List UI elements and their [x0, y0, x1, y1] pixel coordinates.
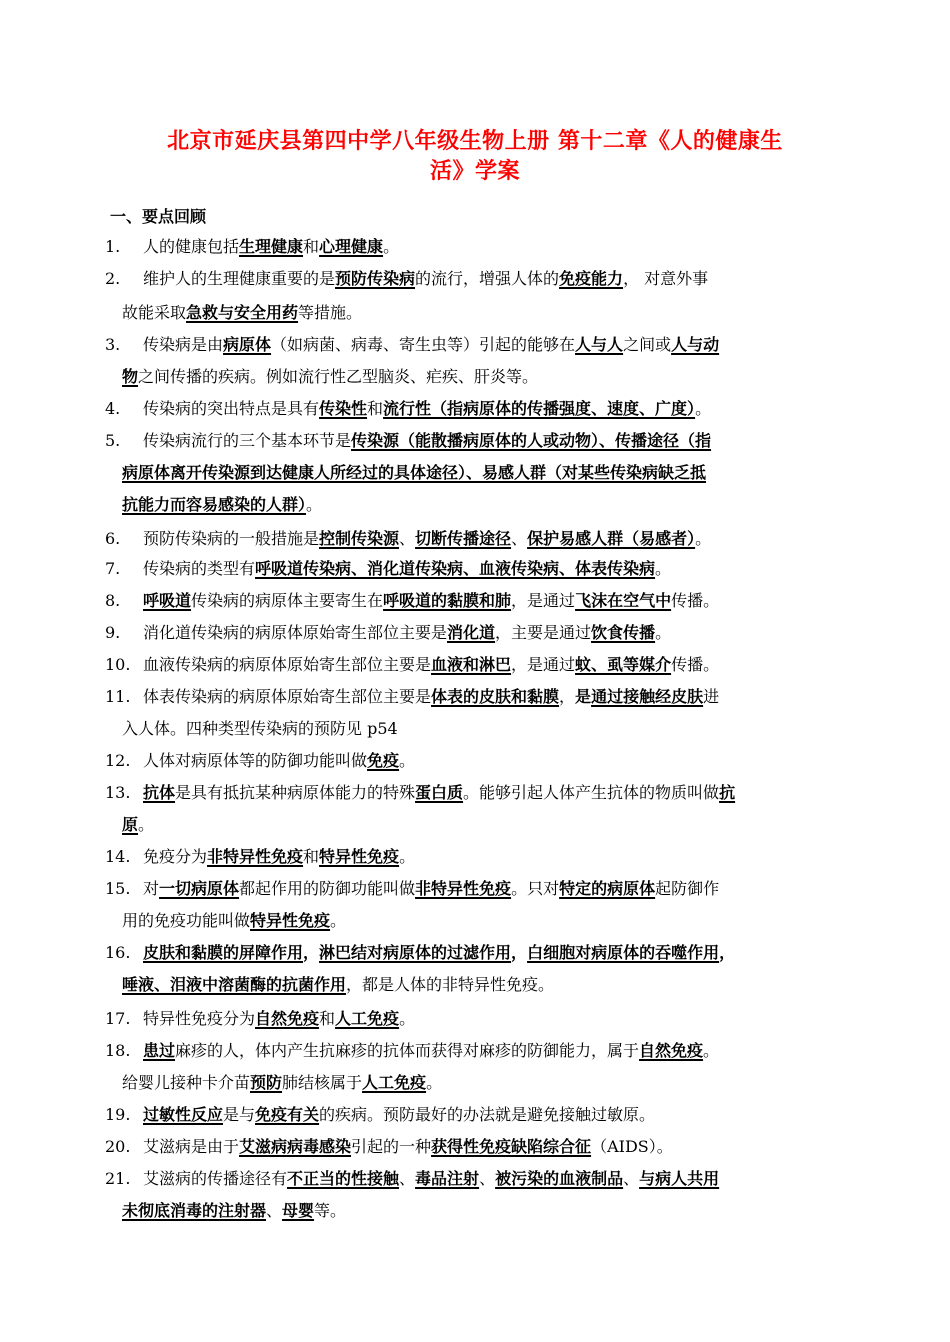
- text-segment: 和: [319, 1009, 336, 1028]
- item-text: [143, 1104, 655, 1126]
- text-segment: 艾滋病的传播途径有: [143, 1169, 288, 1188]
- text-segment: 肺结核属于: [282, 1073, 363, 1092]
- text-segment: ，是通过: [511, 655, 576, 674]
- item-number: 1.: [105, 237, 121, 256]
- item-number: 12.: [105, 751, 131, 770]
- underlined-keyword: 传染源（能散播病原体的人或动物）、传播途径（指: [351, 431, 712, 450]
- text-segment: 都起作用的防御功能叫做: [239, 879, 416, 898]
- text-segment: 传播。: [671, 591, 720, 610]
- text-segment: 预防传染病的一般措施是: [143, 529, 320, 548]
- item-number: 6.: [105, 529, 121, 548]
- text-segment: ， 对意外事: [623, 269, 709, 288]
- underlined-keyword: 抗能力而容易感染的人群）: [122, 495, 307, 514]
- item-text: [143, 1168, 719, 1190]
- underlined-keyword: 不正当的性接触: [287, 1169, 400, 1188]
- text-segment: 。能够引起人体产生抗体的物质叫做: [463, 783, 720, 802]
- item-text: [122, 462, 706, 484]
- text-segment: 给婴儿接种卡介苗: [122, 1073, 251, 1092]
- item-text: [122, 974, 554, 996]
- text-segment: 对: [143, 879, 160, 898]
- item-number: 14.: [105, 847, 131, 866]
- text-segment: 。: [399, 1009, 416, 1028]
- item-number: 3.: [105, 335, 121, 354]
- text-segment: （AIDS）。: [591, 1137, 673, 1156]
- underlined-keyword: 病原体: [223, 335, 272, 354]
- underlined-keyword: 艾滋病病毒感染: [239, 1137, 352, 1156]
- item-number: 7.: [105, 559, 121, 578]
- text-segment: 和: [303, 237, 320, 256]
- underlined-keyword: 人工免疫: [335, 1009, 400, 1028]
- underlined-keyword: 一切病原体: [159, 879, 240, 898]
- item-number: 20.: [105, 1137, 131, 1156]
- text-segment: 、: [399, 529, 416, 548]
- underlined-keyword: 饮食传播: [591, 623, 656, 642]
- underlined-keyword: 飞沫在空气中: [575, 591, 672, 610]
- item-number: 5.: [105, 431, 121, 450]
- underlined-keyword: 保护易感人群（易感者）: [527, 529, 696, 548]
- text-segment: 、: [266, 1201, 283, 1220]
- underlined-keyword: 人工免疫: [362, 1073, 427, 1092]
- text-segment: 。: [306, 495, 323, 514]
- text-segment: 。: [399, 751, 416, 770]
- text-segment: ，: [559, 687, 576, 706]
- underlined-keyword: 特定的病原体: [559, 879, 656, 898]
- text-segment: ，: [719, 943, 736, 962]
- item-text: [143, 846, 415, 868]
- text-segment: 。: [426, 1073, 443, 1092]
- item-number: 10.: [105, 655, 131, 674]
- text-segment: 。: [703, 1041, 720, 1060]
- item-text: [143, 590, 719, 612]
- text-segment: 麻疹的人，体内产生抗麻疹的抗体而获得对麻疹的防御能力，属于: [175, 1041, 640, 1060]
- item-text: [122, 718, 398, 740]
- underlined-keyword: 呼吸道的黏膜和肺: [383, 591, 512, 610]
- item-text: [143, 236, 399, 258]
- underlined-keyword: 自然免疫: [639, 1041, 704, 1060]
- text-segment: 传染病是由: [143, 335, 224, 354]
- item-number: 17.: [105, 1009, 131, 1028]
- text-segment: 起防御作: [655, 879, 720, 898]
- item-text: [122, 494, 322, 516]
- text-segment: 之间传播的疾病。例如流行性乙型脑炎、疟疾、肝炎等。: [138, 367, 539, 386]
- text-segment: 等措施。: [298, 303, 363, 322]
- item-text: [143, 334, 719, 356]
- underlined-keyword: 毒品注射: [415, 1169, 480, 1188]
- item-number: 19.: [105, 1105, 131, 1124]
- underlined-keyword: 物: [122, 367, 139, 386]
- underlined-keyword: 切断传播途径: [415, 529, 512, 548]
- underlined-keyword: 心理健康: [319, 237, 384, 256]
- text-segment: 人体对病原体等的防御功能叫做: [143, 751, 368, 770]
- underlined-keyword: 体表的皮肤和黏膜: [431, 687, 560, 706]
- underlined-keyword: 白细胞对病原体的吞噬作用: [527, 943, 720, 962]
- item-text: [143, 430, 711, 452]
- text-segment: 、: [479, 1169, 496, 1188]
- text-segment: 。: [695, 399, 712, 418]
- text-segment: 维护人的生理健康重要的是: [143, 269, 336, 288]
- underlined-keyword: 控制传染源: [319, 529, 400, 548]
- text-segment: 。: [383, 237, 400, 256]
- item-text: [143, 558, 671, 580]
- underlined-keyword: 预防传染病: [335, 269, 416, 288]
- text-segment: 和: [303, 847, 320, 866]
- underlined-keyword: 呼吸道传染病、消化道传染病、血液传染病、体表传染病: [255, 559, 656, 578]
- text-segment: 、: [399, 1169, 416, 1188]
- text-segment: 的流行，增强人体的: [415, 269, 560, 288]
- underlined-keyword: 流行性（指病原体的传播强度、速度、广度）: [383, 399, 696, 418]
- item-text: [122, 302, 362, 324]
- underlined-keyword: 通过接触经皮肤: [591, 687, 704, 706]
- item-text: [143, 750, 415, 772]
- text-segment: 人的健康包括: [143, 237, 240, 256]
- underlined-keyword: 蛋白质: [415, 783, 464, 802]
- underlined-keyword: 人与动: [671, 335, 720, 354]
- text-segment: ，: [303, 943, 320, 962]
- item-number: 2.: [105, 269, 121, 288]
- text-segment: ，都是人体的非特异性免疫。: [346, 975, 555, 994]
- text-segment: 艾滋病是由于: [143, 1137, 240, 1156]
- text-segment: 的疾病。预防最好的办法就是避免接触过敏原。: [319, 1105, 656, 1124]
- item-number: 13.: [105, 783, 131, 802]
- item-text: [143, 398, 711, 420]
- underlined-keyword: 人与人: [575, 335, 624, 354]
- underlined-keyword: 原: [122, 815, 139, 834]
- item-text: [143, 622, 671, 644]
- underlined-keyword: 过敏性反应: [143, 1105, 224, 1124]
- text-segment: 特异性免疫分为: [143, 1009, 256, 1028]
- item-number: 18.: [105, 1041, 131, 1060]
- underlined-keyword: 与病人共用: [639, 1169, 720, 1188]
- item-number: 16.: [105, 943, 131, 962]
- title-line-1: 北京市延庆县第四中学八年级生物上册 第十二章《人的健康生: [167, 129, 783, 154]
- underlined-keyword: 血液和淋巴: [431, 655, 512, 674]
- item-number: 8.: [105, 591, 121, 610]
- underlined-keyword: 特异性免疫: [319, 847, 400, 866]
- underlined-keyword: 蚊、虱等媒介: [575, 655, 672, 674]
- text-segment: 引起的一种: [351, 1137, 432, 1156]
- item-text: [122, 814, 154, 836]
- underlined-keyword: 自然免疫: [255, 1009, 320, 1028]
- text-segment: （如病菌、病毒、寄生虫等）引起的能够在: [271, 335, 576, 354]
- text-segment: 进: [703, 687, 720, 706]
- underlined-keyword: 未彻底消毒的注射器: [122, 1201, 267, 1220]
- text-segment: 传染病的突出特点是具有: [143, 399, 320, 418]
- underlined-keyword: 抗体: [143, 783, 176, 802]
- item-number: 9.: [105, 623, 121, 642]
- item-text: [143, 1008, 415, 1030]
- underlined-keyword: 患过: [143, 1041, 176, 1060]
- underlined-keyword: 非特异性免疫: [415, 879, 512, 898]
- item-text: [122, 1200, 346, 1222]
- text-segment: 用的免疫功能叫做: [122, 911, 251, 930]
- text-segment: 。: [399, 847, 416, 866]
- underlined-keyword: 呼吸道: [143, 591, 192, 610]
- text-segment: 是与: [223, 1105, 256, 1124]
- underlined-keyword: 免疫: [367, 751, 400, 770]
- text-segment: 。: [695, 529, 712, 548]
- text-segment: 是具有抵抗某种病原体能力的特殊: [175, 783, 416, 802]
- underlined-keyword: 淋巴结对病原体的过滤作用: [319, 943, 512, 962]
- section-heading: 一、要点回顾: [110, 207, 207, 226]
- underlined-keyword: 母婴: [282, 1201, 315, 1220]
- underlined-keyword: 免疫有关: [255, 1105, 320, 1124]
- underlined-keyword: 皮肤和黏膜的屏障作用: [143, 943, 304, 962]
- text-segment: 传染病的病原体主要寄生在: [191, 591, 384, 610]
- item-text: [122, 910, 346, 932]
- title-line-2: 活》学案: [429, 159, 520, 184]
- underlined-keyword: 非特异性免疫: [207, 847, 304, 866]
- item-text: [143, 782, 735, 804]
- item-text: [143, 654, 719, 676]
- item-text: [122, 366, 538, 388]
- item-text: [143, 686, 719, 708]
- underlined-keyword: 特异性免疫: [250, 911, 331, 930]
- item-text: [143, 878, 719, 900]
- underlined-keyword: 预防: [250, 1073, 283, 1092]
- text-segment: 免疫分为: [143, 847, 208, 866]
- text-segment: 。: [655, 623, 672, 642]
- item-number: 15.: [105, 879, 131, 898]
- text-segment: 体表传染病的病原体原始寄生部位主要是: [143, 687, 432, 706]
- text-segment: 传染病的类型有: [143, 559, 256, 578]
- item-text: [143, 1040, 719, 1062]
- text-segment: 入人体。四种类型传染病的预防见 p54: [122, 719, 398, 738]
- item-text: [143, 528, 711, 550]
- text-segment: 传播。: [671, 655, 720, 674]
- text-segment: 。只对: [511, 879, 560, 898]
- text-segment: 等。: [314, 1201, 347, 1220]
- underlined-keyword: 消化道: [447, 623, 496, 642]
- item-text: [143, 942, 735, 964]
- underlined-keyword: 被污染的血液制品: [495, 1169, 624, 1188]
- item-text: [122, 1072, 442, 1094]
- underlined-keyword: 急救与安全用药: [186, 303, 299, 322]
- text-segment: 、: [623, 1169, 640, 1188]
- text-segment: 。: [655, 559, 672, 578]
- text-segment: 是: [575, 687, 592, 706]
- underlined-keyword: 唾液、泪液中溶菌酶的抗菌作用: [122, 975, 347, 994]
- underlined-keyword: 获得性免疫缺陷综合征: [431, 1137, 592, 1156]
- underlined-keyword: 生理健康: [239, 237, 304, 256]
- item-text: [143, 1136, 673, 1158]
- item-number: 11.: [105, 687, 131, 706]
- text-segment: 之间或: [623, 335, 672, 354]
- item-text: [143, 268, 708, 290]
- text-segment: ，是通过: [511, 591, 576, 610]
- underlined-keyword: 抗: [719, 783, 736, 802]
- underlined-keyword: 传染性: [319, 399, 368, 418]
- text-segment: 。: [138, 815, 155, 834]
- underlined-keyword: 免疫能力: [559, 269, 624, 288]
- item-number: 21.: [105, 1169, 131, 1188]
- text-segment: ，: [511, 943, 528, 962]
- document-title: [100, 127, 850, 187]
- item-number: 4.: [105, 399, 121, 418]
- text-segment: 故能采取: [122, 303, 187, 322]
- text-segment: 消化道传染病的病原体原始寄生部位主要是: [143, 623, 448, 642]
- text-segment: ，主要是通过: [495, 623, 592, 642]
- text-segment: 、: [511, 529, 528, 548]
- text-segment: 和: [367, 399, 384, 418]
- text-segment: 传染病流行的三个基本环节是: [143, 431, 352, 450]
- text-segment: 血液传染病的病原体原始寄生部位主要是: [143, 655, 432, 674]
- text-segment: 。: [330, 911, 347, 930]
- underlined-keyword: 病原体离开传染源到达健康人所经过的具体途径）、易感人群（对某些传染病缺乏抵: [122, 463, 707, 482]
